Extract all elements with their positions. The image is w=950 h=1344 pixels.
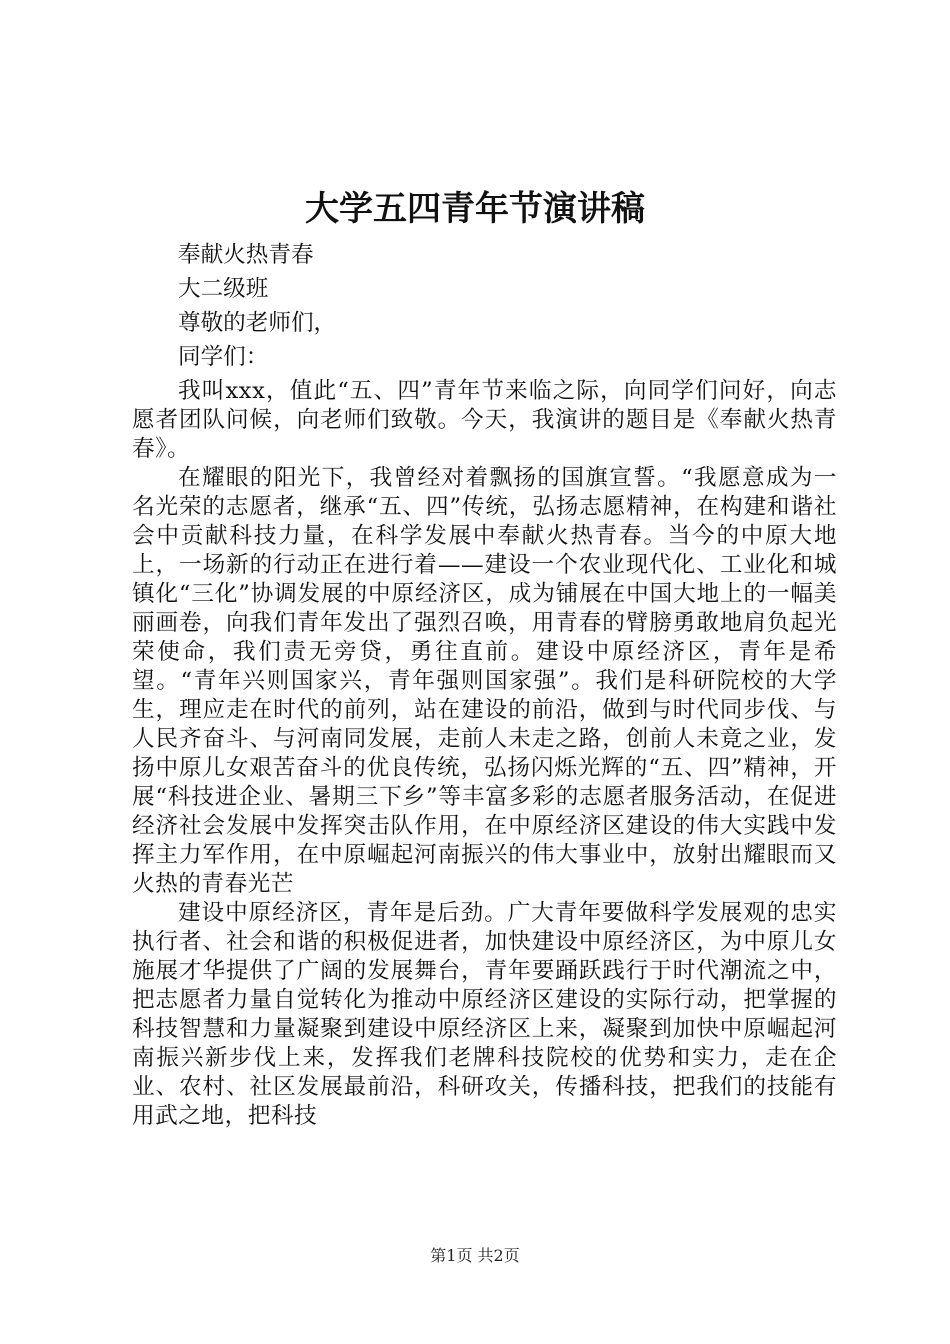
document-title: 大学五四青年节演讲稿	[305, 189, 645, 229]
speech-heading-line: 奉献火热青春	[178, 242, 314, 268]
salutation-teachers: 尊敬的老师们，	[178, 310, 337, 336]
salutation-students: 同学们：	[178, 344, 269, 370]
document-body	[132, 238, 837, 1131]
class-line: 大二级班	[178, 276, 269, 302]
paragraph-oath: 在耀眼的阳光下，我曾经对着飘扬的国旗宣誓。“我愿意成为一名光荣的志愿者，继承“五、四”传统，弘扬志愿精神，在构建和谐社会中贡献科技力量，在科学发展中奉献火热青春。当今的中原大地上，一场新的行动正在进行着——建设一个农业现代化、工业化和城镇化“三化”协调发展的中原经济区，成为铺展在中国大地上的一幅美丽画卷，向我们青年发出了强烈召唤，用青春的臂膀勇敢地肩负起光荣使命，我们责无旁贷，勇往直前。建设中原经济区，青年是希望。“青年兴则国家兴，青年强则国家强”。我们是科研院校的大学生，理应走在时代的前列，站在建设的前沿，做到与时代同步伐、与人民齐奋斗、与河南同发展，走前人未走之路，创前人未竟之业，发扬中原儿女艰苦奋斗的优良传统，弘扬闪烁光辉的“五、四”精神，开展“科技进企业、暑期三下乡”等丰富多彩的志愿者服务活动，在促进经济社会发展中发挥突击队作用，在中原经济区建设的伟大实践中发挥主力军作用，在中原崛起河南振兴的伟大事业中，放射出耀眼而又火热的青春光芒	[132, 465, 837, 897]
page-footer: 第1页 共2页	[430, 1246, 520, 1265]
paragraph-youth-momentum: 建设中原经济区，青年是后劲。广大青年要做科学发展观的忠实执行者、社会和谐的积极促进者，加快建设中原经济区，为中原儿女施展才华提供了广阔的发展舞台，青年要踊跃践行于时代潮流之中，把志愿者力量自觉转化为推动中原经济区建设的实际行动，把掌握的科技智慧和力量凝聚到建设中原经济区上来，凝聚到加快中原崛起河南振兴新步伐上来，发挥我们老牌科技院校的优势和实力，走在企业、农村、社区发展最前沿，科研攻关，传播科技，把我们的技能有用武之地，把科技	[132, 900, 837, 1129]
paragraph-intro: 我叫xxx，值此“五、四”青年节来临之际，向同学们问好，向志愿者团队问候，向老师们致敬。今天，我演讲的题目是《奉献火热青春》。	[132, 378, 837, 462]
